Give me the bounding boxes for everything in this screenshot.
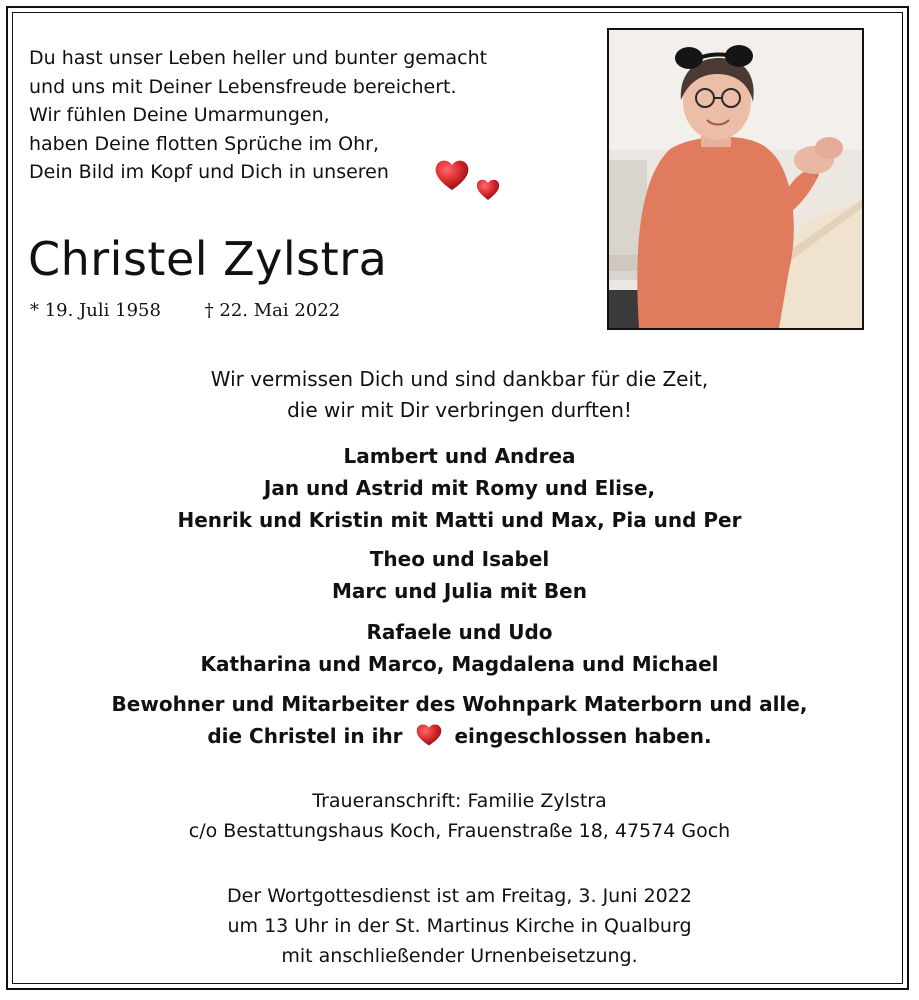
family-line: Marc und Julia mit Ben [332,579,587,603]
mourning-address [0,786,919,846]
death-date: † 22. Mai 2022 [204,300,341,321]
poem-line: Dein Bild im Kopf und Dich in unseren [29,161,389,183]
poem-line: Wir fühlen Deine Umarmungen, [29,104,330,126]
hearts-icon [434,158,514,208]
birth-date: * 19. Juli 1958 [30,300,161,321]
poem-line: haben Deine flotten Sprüche im Ohr, [29,132,380,155]
address-line: c/o Bestattungshaus Koch, Frauenstraße 18, 47574 Goch [188,820,731,842]
life-dates [30,300,340,321]
farewell-line: die wir mit Dir verbringen durften! [287,398,632,422]
family-line-heart [0,720,919,752]
family-line: Jan und Astrid mit Romy und Elise, [263,476,656,500]
family-group-1 [0,440,919,536]
family-group-4 [0,688,919,752]
poem-line: und uns mit Deiner Lebensfreude bereichert. [29,75,457,98]
service-line: um 13 Uhr in der St. Martinus Kirche in Qualburg [227,915,692,937]
portrait-illustration [609,30,862,328]
family-line: Bewohner und Mitarbeiter des Wohnpark Materborn und alle, [111,692,808,716]
service-line: mit anschließender Urnenbeisetzung. [281,945,638,967]
family-line: Henrik und Kristin mit Matti und Max, Pia und Per [177,508,742,532]
family-line: Katharina und Marco, Magdalena und Michael [200,652,719,676]
family-group-3 [0,616,919,680]
heart-small-icon [477,180,499,200]
poem-line: Du hast unser Leben heller und bunter gemacht [29,47,488,69]
family-line: Rafaele und Udo [366,620,553,644]
service-line: Der Wortgottesdienst ist am Freitag, 3. Juni 2022 [227,885,692,907]
family-line-before: die Christel in ihr [207,724,403,748]
portrait-photo [607,28,864,330]
heart-large-icon [436,161,469,190]
heart-icon [414,723,444,747]
family-group-2 [0,543,919,607]
family-line: Theo und Isabel [369,547,550,571]
family-line-after: eingeschlossen haben. [454,724,712,748]
farewell-text [0,364,919,426]
service-info [0,881,919,971]
address-line: Traueranschrift: Familie Zylstra [312,790,607,812]
deceased-name: Christel Zylstra [28,232,388,286]
family-line: Lambert und Andrea [343,444,576,468]
farewell-line: Wir vermissen Dich und sind dankbar für die Zeit, [210,367,709,391]
